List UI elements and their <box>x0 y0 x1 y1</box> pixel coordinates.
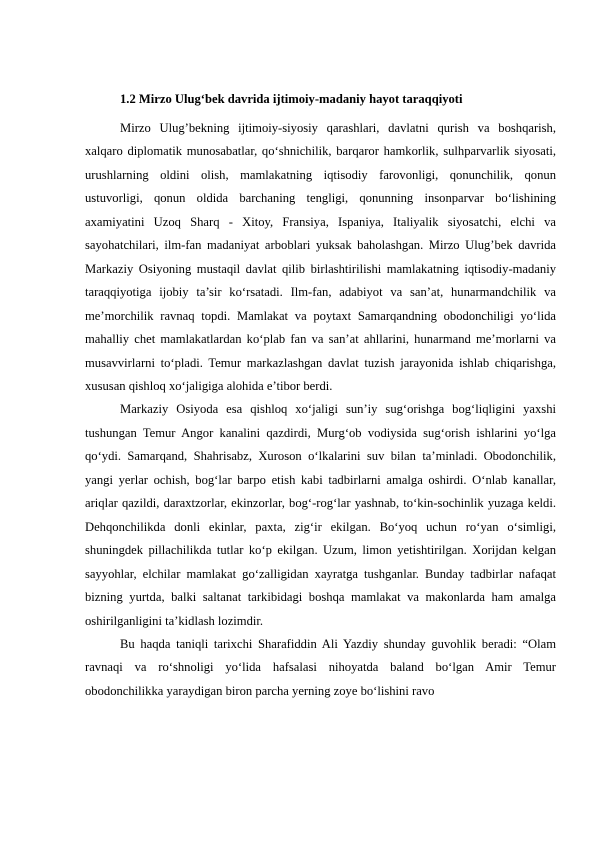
section-heading: 1.2 Mirzo Ulug‘bek davrida ijtimoiy-madaniy hayot taraqqiyoti <box>120 92 463 106</box>
document-body <box>85 92 556 703</box>
paragraph-1: Mirzo Ulug’bekning ijtimoiy-siyosiy qarashlari, davlatni qurish va boshqarish, xalqaro diplomatik munosabatlar, qo‘shnichilik, barqaror hamkorlik, sulhparvarlik siyosati, urushlarning oldini olish, mamlakatning iqtisodiy farovonligi, qonunchilik, qonun ustuvorligi, qonun oldida barchaning tengligi, qonunning insonparvar bo‘lishining axamiyatini Uzoq Sharq - Xitoy, Fransiya, Ispaniya, Italiyalik siyosatchi, elchi va sayohatchilari, ilm-fan madaniyat arboblari yuksak baholashgan. Mirzo Ulug’bek davrida Markaziy Osiyoning mustaqil davlat qilib birlashtirilishi mamlakatning iqtisodiy-madaniy taraqqiyotiga ijobiy ta’sir ko‘rsatadi. Ilm-fan, adabiyot va san’at, hunarmandchilik va me’morchilik ravnaq topdi. Mamlakat va poytaxt Samarqandning obodonchiligi yo‘lida mahalliy chet mamlakatlardan ko‘plab fan va san’at ahllarini, hunarmand me’morlarni va musavvirlarni to‘pladi. Temur markazlashgan davlat tuzish jarayonida ishlab chiqarishga, xususan qishloq xo‘jaligiga alohida e’tibor berdi. <box>85 121 556 393</box>
paragraph-3: Bu haqda taniqli tarixchi Sharafiddin Ali Yazdiy shunday guvohlik beradi: “Olam ravnaqi va ro‘shnoligi yo‘lida hafsalasi nihoyatda baland bo‘lgan Amir Temur obodonchilikka yaraydigan biron parcha yerning zoye bo‘lishini ravo <box>85 636 556 698</box>
paragraph-2: Markaziy Osiyoda esa qishloq xo‘jaligi sun’iy sug‘orishga bog‘liqligini yaxshi tushungan Temur Angor kanalini qazdirdi, Murg‘ob vodiysida sug‘orish ishlarini yo‘lga qo‘ydi. Samarqand, Shahrisabz, Xuroson o‘lkalarini suv bilan ta’minladi. Obodonchilik, yangi yerlar ochish, bog‘lar barpo etish kabi tadbirlarni amalga oshirdi. O‘nlab kanallar, ariqlar qazildi, daraxtzorlar, ekinzorlar, bog‘-rog‘lar yashnab, to‘kin-sochinlik yuzaga keldi. Dehqonchilikda donli ekinlar, paxta, zig‘ir ekilgan. Bo‘yoq uchun ro‘yan o‘simligi, shuningdek pillachilikda tutlar ko‘p ekilgan. Uzum, limon yetishtirilgan. Xorijdan kelgan sayyohlar, elchilar mamlakat go‘zalligidan xayratga tushganlar. Bunday tadbirlar nafaqat bizning yurtda, balki saltanat tarkibidagi boshqa mamlakat va makonlarda ham amalga oshirilganligini ta’kidlash lozimdir. <box>85 402 556 628</box>
